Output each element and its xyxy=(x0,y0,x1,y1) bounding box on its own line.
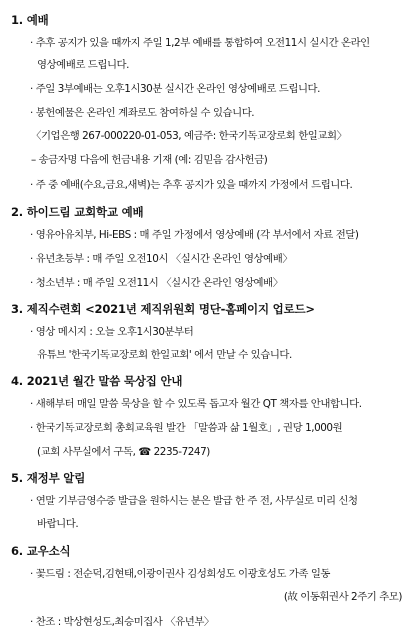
member-news-line-1: · 꽃드림 : 전순덕,김현태,이광이권사 김성희성도 이광호성도 가족 일동 xyxy=(30,568,331,580)
section-heading-devotional: 4. 2021년 월간 말씀 묵상집 안내 xyxy=(11,374,183,388)
devotional-line-1: · 새해부터 매일 말씀 묵상을 할 수 있도록 돕고자 월간 QT 책자를 안내합니다. xyxy=(30,398,362,410)
retreat-line-2: 유튜브 '한국기독교장로회 한일교회' 에서 만날 수 있습니다. xyxy=(37,349,292,361)
worship-line-4: · 봉헌예물은 온라인 계좌로도 참여하실 수 있습니다. xyxy=(30,107,255,119)
finance-line-1: · 연말 기부금영수증 발급을 원하시는 분은 발급 한 주 전, 사무실로 미리 신청 xyxy=(30,495,358,507)
transfer-name-note: – 송금자명 다음에 헌금내용 기재 (예: 김믿음 감사헌금) xyxy=(31,154,268,166)
section-heading-finance: 5. 재정부 알림 xyxy=(11,471,86,485)
section-heading-church-school: 2. 하이드림 교회학교 예배 xyxy=(11,205,144,219)
retreat-line-1: · 영상 메시지 : 오늘 오후1시30분부터 xyxy=(30,326,194,338)
church-school-line-3: · 청소년부 : 매 주일 오전11시 〈실시간 온라인 영상예배〉 xyxy=(30,277,283,289)
church-school-line-2: · 유년초등부 : 매 주일 오전10시 〈실시간 온라인 영상예배〉 xyxy=(30,253,293,265)
worship-line-1: · 추후 공지가 있을 때까지 주일 1,2부 예배를 통합하여 오전11시 실시간 온라인 xyxy=(30,37,370,49)
section-heading-worship: 1. 예배 xyxy=(11,13,49,27)
section-heading-retreat: 3. 제직수련회 <2021년 제직위원회 명단-홈페이지 업로드> xyxy=(11,302,315,316)
bank-account-info: 〈기업은행 267-000220-01-053, 예금주: 한국기독교장로회 한일교회〉 xyxy=(31,130,347,142)
worship-line-3: · 주일 3부예배는 오후1시30분 실시간 온라인 영상예배로 드립니다. xyxy=(30,83,321,95)
devotional-line-2: · 한국기독교장로회 총회교육원 발간 「말씀과 삶 1월호」, 권당 1,000원 xyxy=(30,422,343,434)
member-news-line-3: · 찬조 : 박상현성도,최승미집사 〈유년부〉 xyxy=(30,616,214,628)
section-heading-member-news: 6. 교우소식 xyxy=(11,544,71,558)
memorial-note: (故 이동휘권사 2주기 추모) xyxy=(283,591,402,603)
worship-line-7: · 주 중 예배(수요,금요,새벽)는 추후 공지가 있을 때까지 가정에서 드립니다. xyxy=(30,179,353,191)
finance-line-2: 바랍니다. xyxy=(37,518,79,530)
worship-line-2: 영상예배로 드립니다. xyxy=(37,59,129,71)
devotional-line-3: (교회 사무실에서 구독, ☎ 2235-7247) xyxy=(37,446,210,458)
church-school-line-1: · 영유아유치부, Hi-EBS : 매 주일 가정에서 영상예배 (각 부서에서 자료 전달) xyxy=(30,229,359,241)
